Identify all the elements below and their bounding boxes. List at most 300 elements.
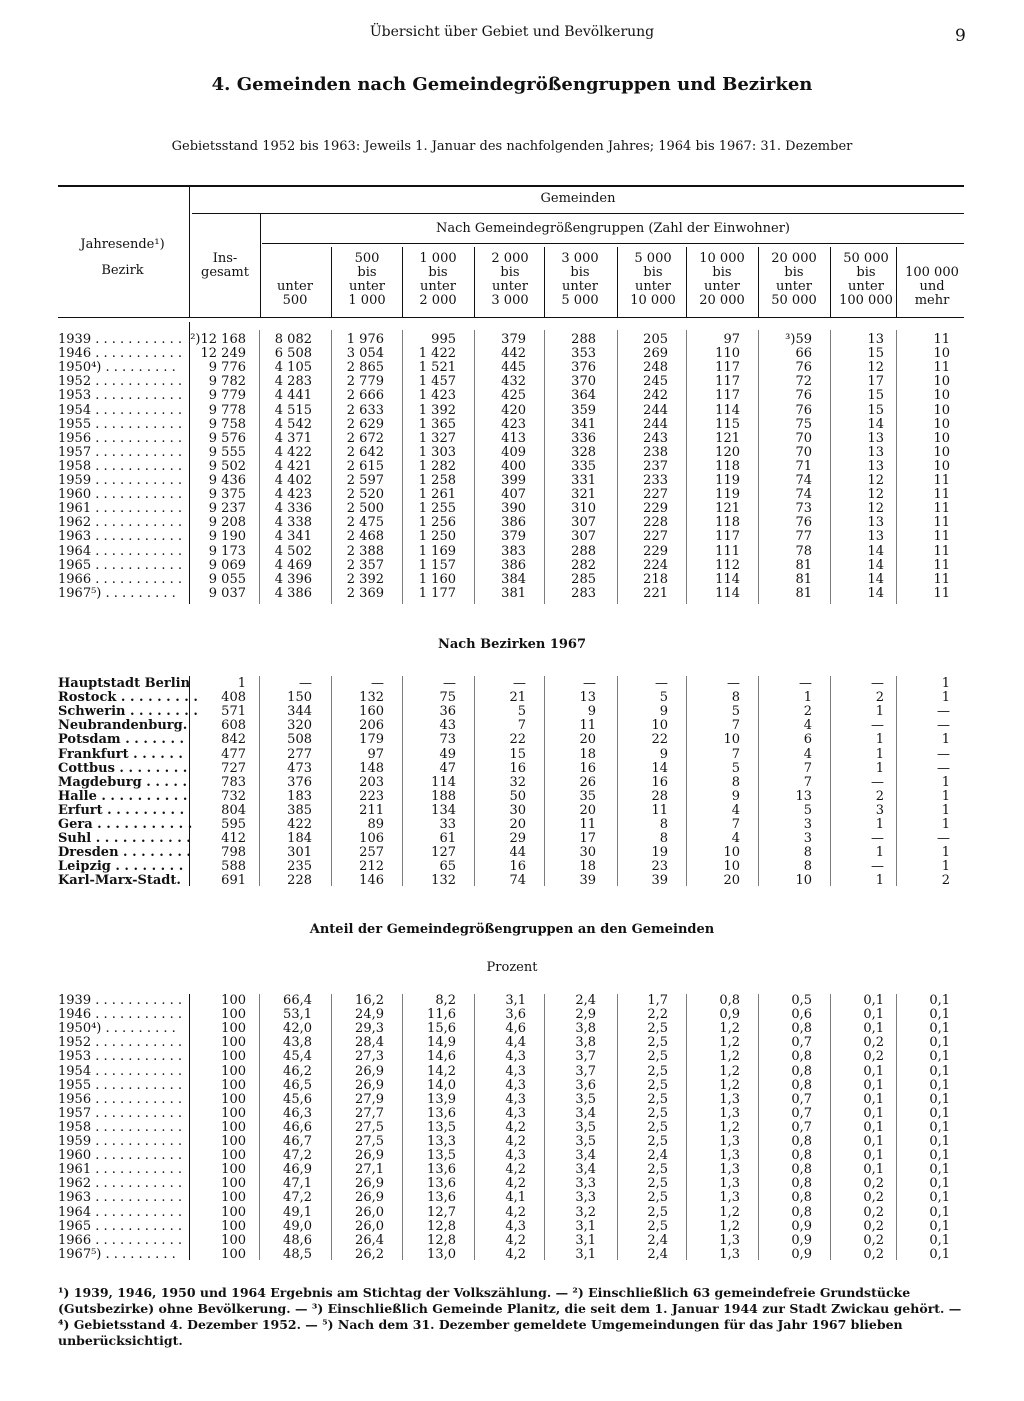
table-cell: 608 (221, 718, 246, 734)
table-cell: 1,2 (719, 1049, 740, 1065)
header-stub: Jahresende¹) Bezirk (80, 237, 165, 278)
table-cell: 46,7 (283, 1134, 312, 1149)
table-cell: 5 (803, 802, 812, 818)
row-label: 1967⁵) . . . . . . . . . (58, 585, 176, 601)
table-cell: 4 542 (274, 416, 312, 432)
table-cell: 399 (501, 473, 526, 488)
column-header: unter 500 (277, 279, 313, 308)
row-label: 1953 . . . . . . . . . . . (58, 388, 182, 404)
table-cell: 227 (643, 529, 668, 545)
table-cell: 2,5 (647, 1105, 668, 1121)
table-cell: 15 (509, 746, 526, 762)
row-label: 1965 . . . . . . . . . . . (58, 1218, 182, 1234)
table-cell: 9 779 (208, 388, 246, 404)
table-row (0, 804, 1024, 818)
table-cell: 804 (221, 802, 246, 818)
table-cell: 288 (571, 332, 596, 347)
table-cell: 7 (731, 718, 740, 734)
table-cell: 376 (571, 360, 596, 376)
table-cell: 17 (579, 831, 596, 847)
table-cell: 2 (803, 704, 812, 720)
col-divider (402, 994, 403, 1260)
table-title: 4. Gemeinden nach Gemeindegrößengruppen und Bezirken (211, 74, 813, 95)
table-cell: 4,3 (505, 1148, 526, 1164)
table-row (0, 846, 1024, 860)
table-cell: 114 (715, 585, 740, 601)
table-cell: 3,4 (575, 1162, 596, 1178)
table-cell: 12 (867, 473, 884, 488)
table-cell: 46,2 (283, 1063, 312, 1079)
section3-title: Anteil der Gemeindegrößengruppen an den Gemeinden (309, 922, 715, 937)
col-divider (758, 330, 759, 604)
table-cell: 0,1 (863, 1021, 884, 1037)
table-cell: 76 (795, 515, 812, 531)
table-cell: 14,6 (427, 1049, 456, 1065)
table-cell: 4,1 (505, 1190, 526, 1206)
table-cell: 7 (803, 774, 812, 790)
table-cell: 1 258 (418, 473, 456, 488)
table-cell: 26,2 (355, 1246, 384, 1262)
table-cell: 146 (359, 873, 384, 889)
table-cell: — (443, 676, 456, 691)
table-cell: 4 (803, 718, 812, 734)
table-cell: 423 (501, 416, 526, 432)
table-cell: 183 (287, 788, 312, 804)
table-cell: 15 (867, 402, 884, 418)
table-cell: 228 (287, 873, 312, 889)
table-cell: 100 (221, 1190, 246, 1206)
table-cell: 66,4 (283, 993, 312, 1008)
table-cell: 11 (933, 473, 950, 488)
table-cell: 11 (933, 360, 950, 376)
table-cell: 0,9 (719, 1007, 740, 1023)
table-cell: 1,2 (719, 1077, 740, 1093)
table-cell: 0,1 (929, 1148, 950, 1164)
table-row (0, 530, 1024, 544)
table-cell: 4,2 (505, 1204, 526, 1220)
header-col-divider (686, 247, 687, 317)
table-cell: 0,1 (929, 1077, 950, 1093)
row-label: 1956 . . . . . . . . . . . (58, 430, 182, 446)
table-cell: 2,5 (647, 1021, 668, 1037)
table-cell: 100 (221, 1035, 246, 1051)
table-cell: 233 (643, 473, 668, 488)
table-cell: 9 190 (208, 529, 246, 545)
table-cell: 4 105 (274, 360, 312, 376)
table-cell: 14,0 (427, 1077, 456, 1093)
table-cell: 43,8 (283, 1035, 312, 1051)
table-cell: 0,1 (863, 1105, 884, 1121)
table-cell: 14,2 (427, 1063, 456, 1079)
table-cell: 0,1 (863, 1162, 884, 1178)
table-cell: 11 (651, 802, 668, 818)
table-cell: 407 (501, 487, 526, 503)
table-cell: 75 (439, 690, 456, 706)
table-cell: 310 (571, 501, 596, 517)
table-cell: 27,3 (355, 1049, 384, 1065)
table-cell: 100 (221, 1218, 246, 1234)
table-cell: 12,8 (427, 1218, 456, 1234)
table-cell: 30 (509, 802, 526, 818)
col-divider (830, 676, 831, 886)
row-label: 1957 . . . . . . . . . . . (58, 444, 182, 460)
table-cell: 81 (795, 571, 812, 587)
table-cell: 2 629 (346, 416, 384, 432)
table-cell: 13 (579, 690, 596, 706)
header-col-divider (758, 247, 759, 317)
table-cell: 9 375 (208, 487, 246, 503)
table-cell: 48,6 (283, 1232, 312, 1248)
table-cell: 4,3 (505, 1077, 526, 1093)
table-cell: 7 (731, 746, 740, 762)
table-cell: 26,0 (355, 1218, 384, 1234)
table-cell: 1 169 (418, 543, 456, 559)
table-cell: 203 (359, 774, 384, 790)
table-cell: 1,3 (719, 1105, 740, 1121)
table-cell: 12 249 (200, 346, 246, 362)
table-cell: 3,5 (575, 1091, 596, 1107)
row-label: Rostock . . . . . . . . . (58, 690, 198, 706)
table-cell: 119 (715, 473, 740, 488)
table-cell: 1 (237, 676, 246, 691)
table-cell: 13 (867, 430, 884, 446)
table-cell: 4 396 (274, 571, 312, 587)
table-cell: 3,2 (575, 1204, 596, 1220)
table-cell: 0,1 (863, 1119, 884, 1135)
table-cell: 184 (287, 831, 312, 847)
column-header: 500 bis unter 1 000 (348, 251, 386, 308)
table-cell: 13,5 (427, 1119, 456, 1135)
table-row (0, 432, 1024, 446)
table-cell: 4,2 (505, 1162, 526, 1178)
table-cell: 13,3 (427, 1134, 456, 1149)
running-header: Übersicht über Gebiet und Bevölkerung (369, 24, 655, 40)
col-divider (259, 994, 260, 1260)
table-cell: 595 (221, 817, 246, 832)
row-label: 1957 . . . . . . . . . . . (58, 1105, 182, 1121)
page-number: 9 (955, 26, 966, 46)
table-row (0, 1234, 1024, 1248)
table-cell: 4 422 (274, 444, 312, 460)
table-cell: 97 (367, 746, 384, 762)
header-rule-gruppen (262, 243, 964, 244)
table-cell: 1 303 (418, 444, 456, 460)
table-row (0, 733, 1024, 747)
table-cell: 1 177 (418, 585, 456, 601)
table-cell: 16 (509, 859, 526, 875)
table-cell: 842 (221, 732, 246, 748)
table-cell: 4,3 (505, 1063, 526, 1079)
table-cell: 26,4 (355, 1232, 384, 1248)
table-cell: 283 (571, 585, 596, 601)
table-cell: 0,8 (791, 1176, 812, 1192)
table-cell: 384 (501, 571, 526, 587)
table-cell: 10 (933, 374, 950, 390)
table-cell: 237 (643, 458, 668, 474)
table-cell: 2 468 (346, 529, 384, 545)
table-cell: 1,2 (719, 1035, 740, 1051)
table-cell: 0,9 (791, 1218, 812, 1234)
table-cell: 20 (723, 873, 740, 889)
table-cell: 8,2 (435, 993, 456, 1008)
row-label: 1962 . . . . . . . . . . . (58, 1176, 182, 1192)
table-cell: 1 (941, 774, 950, 790)
table-cell: 2,5 (647, 1063, 668, 1079)
table-cell: 301 (287, 845, 312, 861)
col-divider (830, 330, 831, 604)
table-cell: 39 (579, 873, 596, 889)
table-cell: 1 282 (418, 458, 456, 474)
table-row (0, 832, 1024, 846)
section3-unit: Prozent (486, 960, 538, 975)
table-cell: 13 (795, 788, 812, 804)
row-label: 1959 . . . . . . . . . . . (58, 1134, 182, 1149)
table-cell: 0,8 (791, 1148, 812, 1164)
table-cell: 2 597 (346, 473, 384, 488)
table-cell: 328 (571, 444, 596, 460)
table-cell: 0,2 (863, 1190, 884, 1206)
header-col-divider (331, 247, 332, 317)
row-label: 1967⁵) . . . . . . . . . (58, 1246, 176, 1262)
table-cell: 4,3 (505, 1218, 526, 1234)
table-cell: 7 (731, 817, 740, 832)
table-cell: 29 (509, 831, 526, 847)
col-divider (402, 676, 403, 886)
table-cell: 100 (221, 1148, 246, 1164)
table-cell: 1,2 (719, 1204, 740, 1220)
table-cell: 4,2 (505, 1232, 526, 1248)
table-cell: 4 469 (274, 557, 312, 573)
table-cell: 0,1 (929, 1007, 950, 1023)
table-cell: 12 (867, 501, 884, 517)
table-cell: 100 (221, 1176, 246, 1192)
table-cell: — (299, 676, 312, 691)
table-cell: 1,3 (719, 1190, 740, 1206)
table-cell: 73 (795, 501, 812, 517)
table-cell: 1 (875, 760, 884, 776)
table-cell: 3 054 (346, 346, 384, 362)
table-row (0, 559, 1024, 573)
table-cell: 691 (221, 873, 246, 889)
table-cell: 150 (287, 690, 312, 706)
table-cell: 2 392 (346, 571, 384, 587)
row-label: Hauptstadt Berlin (58, 676, 191, 691)
table-cell: 0,2 (863, 1049, 884, 1065)
table-cell: 18 (579, 746, 596, 762)
table-cell: 36 (439, 704, 456, 720)
col-divider (474, 676, 475, 886)
table-cell: 14 (867, 543, 884, 559)
table-cell: 4 386 (274, 585, 312, 601)
row-label: Suhl . . . . . . . . . . . (58, 831, 191, 847)
row-label: 1960 . . . . . . . . . . . (58, 1148, 182, 1164)
table-cell: 798 (221, 845, 246, 861)
table-cell: 1 (941, 845, 950, 861)
table-cell: 1 (941, 817, 950, 832)
table-cell: 1 157 (418, 557, 456, 573)
table-cell: 727 (221, 760, 246, 776)
table-row (0, 691, 1024, 705)
table-cell: 0,8 (791, 1190, 812, 1206)
table-cell: 4,3 (505, 1091, 526, 1107)
table-cell: 148 (359, 760, 384, 776)
table-cell: 408 (221, 690, 246, 706)
table-cell: 9 055 (208, 571, 246, 587)
table-cell: 277 (287, 746, 312, 762)
table-cell: 11 (933, 487, 950, 503)
table-cell: 78 (795, 543, 812, 559)
table-cell: — (871, 676, 884, 691)
table-cell: 3,4 (575, 1148, 596, 1164)
table-cell: 409 (501, 444, 526, 460)
table-cell: 1,2 (719, 1021, 740, 1037)
column-header: 50 000 bis unter 100 000 (839, 251, 893, 308)
table-cell: 13,9 (427, 1091, 456, 1107)
table-cell: 2,9 (575, 1007, 596, 1023)
table-cell: 2,4 (647, 1232, 668, 1248)
table-cell: 2,5 (647, 1176, 668, 1192)
table-cell: 0,7 (791, 1105, 812, 1121)
table-cell: 1 422 (418, 346, 456, 362)
table-cell: 117 (715, 360, 740, 376)
table-cell: — (937, 746, 950, 762)
table-cell: 211 (359, 802, 384, 818)
table-cell: 118 (715, 458, 740, 474)
table-cell: 206 (359, 718, 384, 734)
table-cell: 53,1 (283, 1007, 312, 1023)
table-cell: 9 237 (208, 501, 246, 517)
table-cell: 331 (571, 473, 596, 488)
table-cell: 1,3 (719, 1148, 740, 1164)
table-cell: 100 (221, 1204, 246, 1220)
table-row (0, 404, 1024, 418)
table-cell: 27,7 (355, 1105, 384, 1121)
table-cell: 3,6 (505, 1007, 526, 1023)
table-cell: 0,1 (929, 993, 950, 1008)
column-header: 5 000 bis unter 10 000 (630, 251, 676, 308)
table-cell: 117 (715, 529, 740, 545)
table-cell: 8 (731, 774, 740, 790)
table-row (0, 375, 1024, 389)
table-cell: 8 082 (274, 332, 312, 347)
row-label: 1963 . . . . . . . . . . . (58, 529, 182, 545)
table-cell: 379 (501, 332, 526, 347)
table-cell: 212 (359, 859, 384, 875)
table-row (0, 488, 1024, 502)
table-row (0, 1065, 1024, 1079)
table-cell: 9 (659, 746, 668, 762)
table-cell: 0,1 (929, 1063, 950, 1079)
row-label: 1952 . . . . . . . . . . . (58, 1035, 182, 1051)
table-cell: 1 (875, 732, 884, 748)
table-cell: 0,7 (791, 1091, 812, 1107)
header-nach-gruppen: Nach Gemeindegrößengruppen (Zahl der Einwohner) (436, 221, 790, 236)
table-row (0, 361, 1024, 375)
table-row (0, 874, 1024, 888)
row-label: 1955 . . . . . . . . . . . (58, 416, 182, 432)
table-cell: 783 (221, 774, 246, 790)
table-cell: 21 (509, 690, 526, 706)
row-label: 1950⁴) . . . . . . . . . (58, 1021, 176, 1037)
table-cell: 2,5 (647, 1134, 668, 1149)
table-cell: 4,3 (505, 1049, 526, 1065)
table-row (0, 545, 1024, 559)
table-cell: 288 (571, 543, 596, 559)
table-cell: 0,1 (929, 1246, 950, 1262)
table-cell: 0,9 (791, 1246, 812, 1262)
row-label: 1950⁴) . . . . . . . . . (58, 360, 176, 376)
table-cell: 235 (287, 859, 312, 875)
table-row (0, 333, 1024, 347)
row-label: Magdeburg . . . . . (58, 774, 188, 790)
table-cell: 4 (731, 802, 740, 818)
table-cell: 76 (795, 402, 812, 418)
table-cell: 2 520 (346, 487, 384, 503)
table-cell: 112 (715, 557, 740, 573)
table-cell: 0,1 (929, 1049, 950, 1065)
table-cell: 1 (941, 859, 950, 875)
col-divider (544, 676, 545, 886)
row-label: Leipzig . . . . . . . . (58, 859, 184, 875)
header-col-divider (474, 247, 475, 317)
table-cell: 376 (287, 774, 312, 790)
table-cell: 0,2 (863, 1176, 884, 1192)
table-cell: 0,1 (863, 1091, 884, 1107)
table-cell: 12,7 (427, 1204, 456, 1220)
table-cell: 14 (867, 571, 884, 587)
col-divider (259, 330, 260, 604)
table-cell: — (799, 676, 812, 691)
table-cell: 20 (579, 802, 596, 818)
table-cell: 3,5 (575, 1134, 596, 1149)
table-cell: 13 (867, 444, 884, 460)
table-cell: 7 (517, 718, 526, 734)
table-cell: 14 (651, 760, 668, 776)
top-rule (58, 185, 964, 187)
table-cell: 72 (795, 374, 812, 390)
table-cell: 10 (933, 346, 950, 362)
table-cell: 244 (643, 402, 668, 418)
table-cell: 0,1 (863, 993, 884, 1008)
table-cell: 0,1 (863, 1148, 884, 1164)
table-row (0, 347, 1024, 361)
col-divider (331, 330, 332, 604)
table-subtitle: Gebietsstand 1952 bis 1963: Jeweils 1. Januar des nachfolgenden Jahres; 1964 bis 1967: 31. Dezember (171, 139, 853, 154)
table-row (0, 587, 1024, 601)
table-cell: 10 (651, 718, 668, 734)
header-rule-gemeinden (192, 213, 964, 214)
table-row (0, 446, 1024, 460)
table-cell: 11 (933, 332, 950, 347)
table-cell: 2 (941, 873, 950, 889)
table-cell: 9 173 (208, 543, 246, 559)
table-cell: 10 (933, 430, 950, 446)
table-row (0, 1107, 1024, 1121)
row-label: Cottbus . . . . . . . . (58, 760, 188, 776)
table-cell: 4 (731, 831, 740, 847)
table-cell: 19 (651, 845, 668, 861)
table-cell: 2,2 (647, 1007, 668, 1023)
table-cell: 1 327 (418, 430, 456, 446)
table-cell: 1,3 (719, 1091, 740, 1107)
column-header: 1 000 bis unter 2 000 (419, 251, 457, 308)
table-cell: 65 (439, 859, 456, 875)
table-cell: 100 (221, 1134, 246, 1149)
table-row (0, 1050, 1024, 1064)
table-cell: 89 (367, 817, 384, 832)
table-cell: — (583, 676, 596, 691)
table-cell: 16 (651, 774, 668, 790)
